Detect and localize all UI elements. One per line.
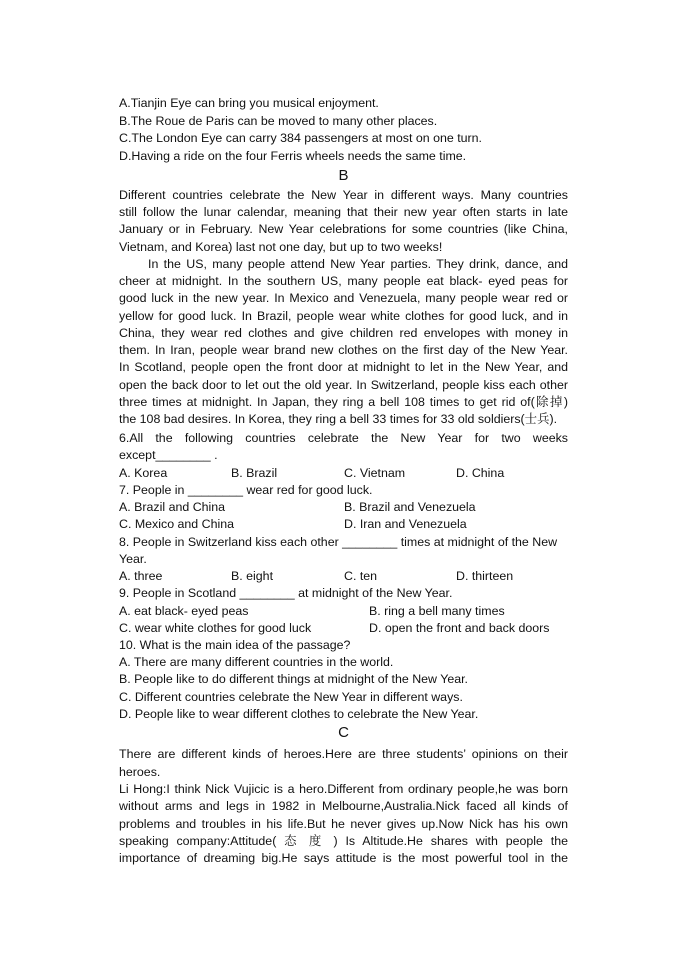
q8-option-c: C. ten (344, 569, 378, 583)
q8-stem: 8. People in Switzerland kiss each other ________ times at midnight of the New (119, 535, 558, 549)
c-intro-line: There are different kinds of heroes.Here are three students’ opinions on their (119, 747, 568, 761)
c-intro-line: heroes. (119, 765, 161, 779)
b-para1-line: Different countries celebrate the New Year in different ways. Many countries (119, 188, 568, 202)
q8-option-a: A. three (119, 569, 163, 583)
q9-option-a: A. eat black- eyed peas (119, 604, 249, 618)
li-hong-line: problems and troubles in his life.But he never gives up.Now Nick has his own (119, 817, 568, 831)
b-para2-line: three times at midnight. In Japan, they ring a bell 108 times to get rid of(除掉) (119, 395, 568, 409)
q7-option-b: B. Brazil and Venezuela (344, 500, 476, 514)
prev-option-d: D.Having a ride on the four Ferris wheels needs the same time. (119, 149, 467, 163)
b-para1-line: still follow the lunar calendar, meaning that their new year often starts in late (119, 205, 568, 219)
b-para2-line: cheer at midnight. In the southern US, many people eat black- eyed peas for (119, 274, 568, 288)
q6-option-c: C. Vietnam (344, 466, 406, 480)
b-para2-line: them. In Iran, people wear brand new clothes on the first day of the New Year. (119, 343, 568, 357)
li-hong-line: importance of dreaming big.He says attitude is the most powerful tool in the (119, 851, 568, 865)
q10-option-c: C. Different countries celebrate the New Year in different ways. (119, 690, 463, 704)
q6-option-d: D. China (456, 466, 505, 480)
q6-option-a: A. Korea (119, 466, 168, 480)
q8-option-d: D. thirteen (456, 569, 514, 583)
q7-option-c: C. Mexico and China (119, 517, 235, 531)
li-hong-line: without arms and legs in 1982 in Melbourne,Australia.Nick faced all kinds of (119, 799, 568, 813)
b-para2-line: yellow for good luck. In Brazil, people wear white clothes for good luck, and in (119, 309, 568, 323)
q6-option-b: B. Brazil (231, 466, 278, 480)
q8-option-b: B. eight (231, 569, 274, 583)
q9-option-c: C. wear white clothes for good luck (119, 621, 312, 635)
b-para1-line: January or in February. New Year celebrations for some countries (like China, (119, 222, 568, 236)
q10-stem: 10. What is the main idea of the passage? (119, 638, 351, 652)
q9-option-d: D. open the front and back doors (369, 621, 550, 635)
q10-option-d: D. People like to wear different clothes to celebrate the New Year. (119, 707, 479, 721)
q9-option-b: B. ring a bell many times (369, 604, 505, 618)
section-c-heading: C (338, 724, 349, 741)
prev-option-c: C.The London Eye can carry 384 passengers at most on one turn. (119, 131, 482, 145)
li-hong-line: Li Hong:I think Nick Vujicic is a hero.Different from ordinary people,he was born (119, 782, 568, 796)
q7-stem: 7. People in ________ wear red for good luck. (119, 483, 373, 497)
b-para2-line: the 108 bad desires. In Korea, they ring a bell 33 times for 33 old soldiers(士兵). (119, 412, 558, 426)
q6-stem: except________ . (119, 448, 218, 462)
b-para1-line: Vietnam, and Korea) last not one day, but up to two weeks! (119, 240, 443, 254)
b-para2-line: In the US, many people attend New Year parties. They drink, dance, and (148, 257, 568, 271)
q7-option-d: D. Iran and Venezuela (344, 517, 467, 531)
b-para2-line: open the back door to let out the old year. In Switzerland, people kiss each other (119, 378, 568, 392)
q10-option-a: A. There are many different countries in the world. (119, 655, 394, 669)
prev-option-b: B.The Roue de Paris can be moved to many other places. (119, 114, 438, 128)
b-para2-line: In Scotland, people open the front door at midnight to let in the New Year, and (119, 360, 568, 374)
section-b-heading: B (338, 167, 349, 184)
q7-option-a: A. Brazil and China (119, 500, 226, 514)
prev-option-a: A.Tianjin Eye can bring you musical enjoyment. (119, 96, 379, 110)
q10-option-b: B. People like to do different things at midnight of the New Year. (119, 672, 468, 686)
text-column (119, 0, 568, 971)
li-hong-line: speaking company:Attitude( 态 度 ) Is Altitude.He shares with people the (119, 834, 568, 848)
q8-stem: Year. (119, 552, 147, 566)
b-para2-line: China, they wear red clothes and give children red envelopes with money in (119, 326, 568, 340)
q6-stem: 6.All the following countries celebrate the New Year for two weeks (119, 431, 568, 445)
q9-stem: 9. People in Scotland ________ at midnight of the New Year. (119, 586, 453, 600)
b-para2-line: good luck in the new year. In Mexico and Venezuela, many people wear red or (119, 291, 568, 305)
